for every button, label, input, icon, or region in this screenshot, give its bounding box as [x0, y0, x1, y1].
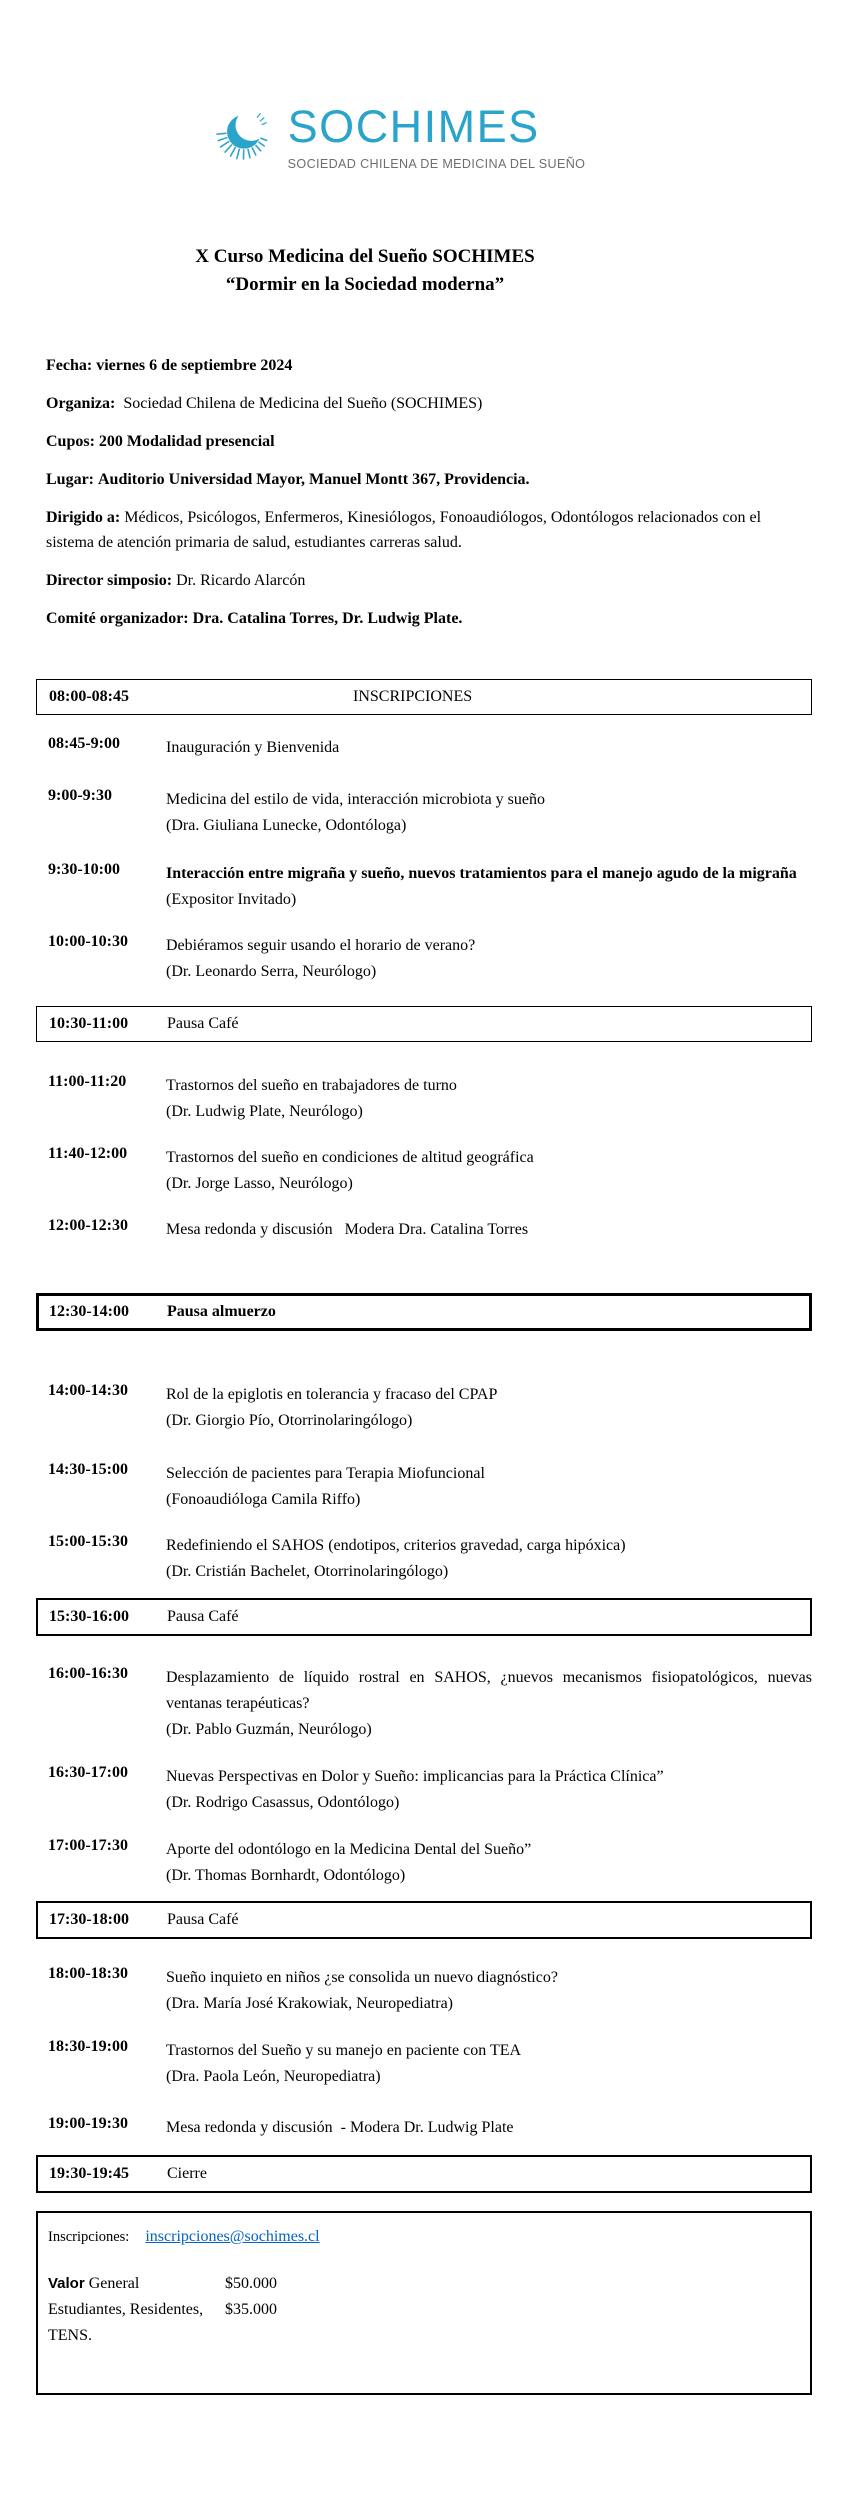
- session-row: [36, 861, 812, 913]
- info-line: [46, 505, 810, 555]
- info-label: Dirigido a:: [46, 509, 121, 526]
- session-time: 16:00-16:30: [48, 1665, 128, 1682]
- registration-box: [36, 2211, 812, 2395]
- session-row: [36, 1965, 812, 2017]
- info-label: Organiza:: [46, 395, 116, 412]
- registration-email-link[interactable]: inscripciones@sochimes.cl: [145, 2228, 320, 2245]
- session-row: [36, 1382, 812, 1434]
- pause-row: [36, 1293, 812, 1331]
- info-line: [46, 467, 810, 492]
- session-body: [166, 1965, 812, 2017]
- info-line: [46, 391, 810, 416]
- logo-tagline: SOCIEDAD CHILENA DE MEDICINA DEL SUEÑO: [287, 157, 586, 171]
- session-row: [36, 933, 812, 985]
- price-row: [48, 2297, 790, 2349]
- session-title: Debiéramos seguir usando el horario de verano?: [166, 937, 476, 954]
- session-title: Nuevas Perspectivas en Dolor y Sueño: implicancias para la Práctica Clínica”: [166, 1768, 664, 1785]
- session-title: Rol de la epiglotis en tolerancia y fracaso del CPAP: [166, 1386, 498, 1403]
- session-speaker: (Dr. Ludwig Plate, Neurólogo): [166, 1103, 363, 1120]
- session-body: [166, 787, 812, 839]
- session-body: [166, 933, 812, 985]
- info-value: viernes 6 de septiembre 2024: [92, 357, 293, 374]
- session-speaker: (Dra. Giuliana Lunecke, Odontóloga): [166, 817, 407, 834]
- session-title: Interacción entre migraña y sueño, nuevos tratamientos para el manejo agudo de la migraña: [166, 865, 797, 882]
- price-row: [48, 2271, 790, 2297]
- session-body: [166, 1665, 812, 1743]
- session-time: 18:30-19:00: [48, 2038, 128, 2055]
- session-time: 18:00-18:30: [48, 1965, 128, 1982]
- session-body: [166, 1837, 812, 1889]
- pause-row: [36, 1598, 812, 1636]
- pause-row: [36, 2155, 812, 2193]
- session-time: 11:40-12:00: [48, 1145, 128, 1162]
- course-subtitle: “Dormir en la Sociedad moderna”: [225, 274, 505, 295]
- session-body: [166, 2115, 812, 2141]
- info-label: Cupos:: [46, 433, 95, 450]
- session-title: Pausa Café: [167, 1015, 239, 1032]
- session-row: [36, 1073, 812, 1125]
- course-title: X Curso Medicina del Sueño SOCHIMES: [195, 246, 535, 267]
- info-label: Comité organizador:: [46, 610, 189, 627]
- session-time: 14:30-15:00: [48, 1461, 128, 1478]
- session-title: Mesa redonda y discusión - Modera Dr. Ludwig Plate: [166, 2119, 514, 2136]
- session-title: Inauguración y Bienvenida: [166, 739, 340, 756]
- info-line: [46, 353, 810, 378]
- session-title: Pausa almuerzo: [167, 1303, 276, 1320]
- session-title: Aporte del odontólogo en la Medicina Dental del Sueño”: [166, 1841, 532, 1858]
- session-time: 14:00-14:30: [48, 1382, 128, 1399]
- registration-line: [48, 2225, 790, 2249]
- info-value: Auditorio Universidad Mayor, Manuel Montt 367, Providencia.: [94, 471, 530, 488]
- session-title: Redefiniendo el SAHOS (endotipos, criterios gravedad, carga hipóxica): [166, 1537, 626, 1554]
- sochimes-logo: [0, 0, 825, 171]
- registration-label: Inscripciones:: [48, 2229, 130, 2245]
- info-value: Médicos, Psicólogos, Enfermeros, Kinesiólogos, Fonoaudiólogos, Odontólogos relacionados con el sistema de atención primaria de salud, estudiantes carreras salud.: [46, 509, 762, 551]
- info-label: Fecha:: [46, 357, 93, 374]
- session-time: 15:00-15:30: [48, 1533, 128, 1550]
- session-time: 17:00-17:30: [48, 1837, 128, 1854]
- info-line: [46, 429, 810, 454]
- session-row: [36, 1533, 812, 1585]
- info-value: Sociedad Chilena de Medicina del Sueño (SOCHIMES): [115, 395, 483, 412]
- session-time: 12:00-12:30: [48, 1217, 128, 1234]
- session-row: [36, 1764, 812, 1816]
- session-speaker: (Dra. María José Krakowiak, Neuropediatra): [166, 1995, 453, 2012]
- info-line: [46, 606, 810, 631]
- session-speaker: (Dr. Jorge Lasso, Neurólogo): [166, 1175, 353, 1192]
- session-speaker: (Dr. Rodrigo Casassus, Odontólogo): [166, 1794, 400, 1811]
- session-body: [166, 1461, 812, 1513]
- price-list: [48, 2271, 790, 2349]
- session-time: 9:30-10:00: [48, 861, 120, 878]
- session-body: [166, 1073, 812, 1125]
- session-title: Trastornos del Sueño y su manejo en paciente con TEA: [166, 2042, 522, 2059]
- info-label: Director simposio:: [46, 572, 173, 589]
- session-row: [36, 1665, 812, 1743]
- schedule: [0, 679, 850, 2193]
- session-row: [36, 2038, 812, 2090]
- session-time: 11:00-11:20: [48, 1073, 127, 1090]
- session-row: [36, 787, 812, 839]
- session-body: [166, 735, 812, 761]
- price-value: $50.000: [225, 2275, 277, 2292]
- session-row: [36, 1145, 812, 1197]
- price-label-bold: Valor: [48, 2275, 85, 2292]
- session-title: Mesa redonda y discusión Modera Dra. Catalina Torres: [166, 1221, 529, 1238]
- session-row: [36, 1461, 812, 1513]
- session-speaker: (Dra. Paola León, Neuropediatra): [166, 2068, 381, 2085]
- session-time: 08:00-08:45: [49, 688, 129, 705]
- session-speaker: (Fonoaudióloga Camila Riffo): [166, 1491, 361, 1508]
- session-title: Pausa Café: [167, 1608, 239, 1625]
- info-value: Dr. Ricardo Alarcón: [172, 572, 306, 589]
- course-title-block: [0, 243, 730, 299]
- session-title: Pausa Café: [167, 1911, 239, 1928]
- session-speaker: (Dr. Leonardo Serra, Neurólogo): [166, 963, 377, 980]
- info-value: Dra. Catalina Torres, Dr. Ludwig Plate.: [188, 610, 463, 627]
- session-row: [36, 1837, 812, 1889]
- session-body: [166, 1145, 812, 1197]
- info-value: 200 Modalidad presencial: [94, 433, 275, 450]
- session-row: [36, 735, 812, 761]
- session-title: Desplazamiento de líquido rostral en SAHOS, ¿nuevos mecanismos fisiopatológicos, nuevas ventanas terapéuticas?: [166, 1669, 812, 1712]
- session-speaker: (Expositor Invitado): [166, 891, 297, 908]
- pause-row: [36, 1006, 812, 1042]
- session-row: [36, 2115, 812, 2141]
- session-body: [166, 2038, 812, 2090]
- session-speaker: (Dr. Thomas Bornhardt, Odontólogo): [166, 1867, 406, 1884]
- session-title: Trastornos del sueño en condiciones de altitud geográfica: [166, 1149, 534, 1166]
- session-time: 08:45-9:00: [48, 735, 120, 752]
- price-value: $35.000: [225, 2301, 277, 2318]
- price-label: Estudiantes, Residentes, TENS.: [48, 2301, 204, 2344]
- session-speaker: (Dr. Giorgio Pío, Otorrinolaringólogo): [166, 1412, 413, 1429]
- session-title: Trastornos del sueño en trabajadores de turno: [166, 1077, 457, 1094]
- session-title: Selección de pacientes para Terapia Miofuncional: [166, 1465, 485, 1482]
- session-time: 19:30-19:45: [49, 2165, 129, 2182]
- course-info-section: [0, 353, 850, 631]
- session-row: [36, 1217, 812, 1243]
- session-speaker: (Dr. Cristián Bachelet, Otorrinolaringólogo): [166, 1563, 449, 1580]
- session-title: Medicina del estilo de vida, interacción microbiota y sueño: [166, 791, 545, 808]
- session-body: [166, 1382, 812, 1434]
- session-body: [166, 1217, 812, 1243]
- session-time: 19:00-19:30: [48, 2115, 128, 2132]
- session-time: 12:30-14:00: [49, 1303, 129, 1320]
- inscriptions-header-row: [36, 679, 812, 715]
- info-label: Lugar:: [46, 471, 94, 488]
- session-time: 17:30-18:00: [49, 1911, 129, 1928]
- session-title: Cierre: [167, 2165, 207, 2182]
- session-time: 16:30-17:00: [48, 1764, 128, 1781]
- logo-wordmark: SOCHIMES: [287, 101, 540, 152]
- price-label: Valor General: [48, 2275, 140, 2292]
- session-time: 9:00-9:30: [48, 787, 112, 804]
- pause-row: [36, 1901, 812, 1939]
- session-time: 10:00-10:30: [48, 933, 128, 950]
- session-body: [166, 1764, 812, 1816]
- session-title: INSCRIPCIONES: [353, 688, 473, 705]
- session-time: 15:30-16:00: [49, 1608, 129, 1625]
- session-title: Sueño inquieto en niños ¿se consolida un nuevo diagnóstico?: [166, 1969, 558, 1986]
- session-time: 10:30-11:00: [49, 1015, 129, 1032]
- info-line: [46, 568, 810, 593]
- session-body: [166, 1533, 812, 1585]
- session-body: [166, 861, 812, 913]
- session-speaker: (Dr. Pablo Guzmán, Neurólogo): [166, 1721, 372, 1738]
- moon-eyelashes-icon: [215, 106, 279, 171]
